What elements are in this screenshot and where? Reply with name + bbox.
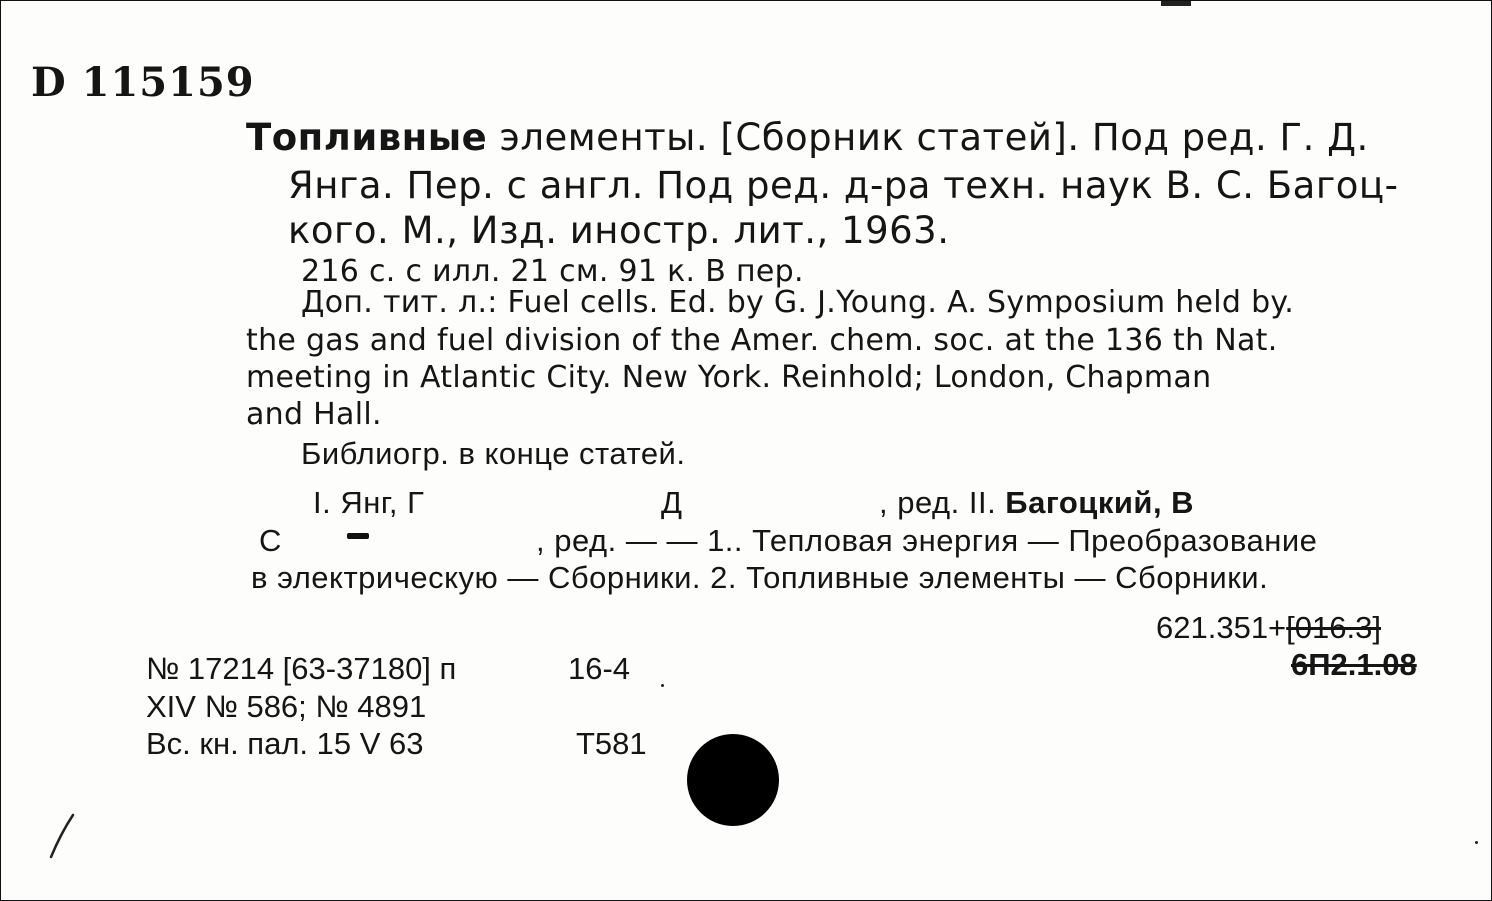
note-line-3: meeting in Atlantic City. New York. Reinhold; London, Chapman: [246, 360, 1212, 395]
note-line-1: Доп. тит. л.: Fuel cells. Ed. by G. J.Young. A. Symposium held by.: [301, 285, 1295, 320]
record-code: 16-4: [568, 651, 631, 686]
classification-secondary: 6П2.1.08: [1291, 647, 1417, 682]
note-line-2: the gas and fuel division of the Amer. chem. soc. at the 136 th Nat.: [246, 323, 1278, 358]
tracing-editor-role: , ред. II.: [879, 485, 1006, 520]
record-print-code: Т581: [576, 726, 647, 761]
tracing-subject-line-1: , ред. — — 1.. Тепловая энергия — Преобразование: [536, 523, 1318, 558]
tracing-author: I. Янг, Г: [313, 485, 425, 520]
tracing-editor-line: [879, 487, 1194, 518]
title-line-3: кого. М., Изд. иностр. лит., 1963.: [288, 209, 950, 252]
record-series: XIV № 586; № 4891: [146, 689, 427, 724]
classification-struck: [016.3]: [1286, 610, 1381, 645]
punch-hole: [687, 734, 779, 826]
note-line-4: and Hall.: [246, 397, 382, 432]
tracing-author-patronymic: Д: [661, 485, 683, 520]
title-line-2: Янга. Пер. с англ. Под ред. д-ра техн. наук В. С. Багоц-: [288, 164, 1399, 207]
tracing-subject-line-2: в электрическую — Сборники. 2. Топливные элементы — Сборники.: [251, 560, 1269, 595]
classification-line: [1156, 612, 1381, 643]
physical-description: 216 с. с илл. 21 см. 91 к. В пер.: [301, 254, 804, 289]
tracing-editor-name: Багоцкий, В: [1005, 485, 1195, 520]
ink-dash-mark: [347, 533, 369, 539]
pencil-slash-mark: [39, 811, 79, 861]
record-chamber: Вс. кн. пал. 15 V 63: [146, 726, 424, 761]
edge-dot: [1475, 841, 1478, 844]
call-number: D 115159: [31, 59, 255, 106]
classification-main: 621.351+: [1156, 610, 1287, 645]
top-edge-mark: [1161, 1, 1191, 6]
ink-dot: [661, 684, 664, 687]
title-line-1: [246, 116, 1369, 159]
title-first-word: Топливные: [246, 116, 488, 159]
bibliography-note: Библиогр. в конце статей.: [301, 436, 686, 471]
title-line-1-rest: элементы. [Сборник статей]. Под ред. Г. Д.: [487, 116, 1369, 159]
record-number: № 17214 [63-37180] п: [146, 651, 457, 686]
tracing-initial: С: [259, 523, 282, 558]
